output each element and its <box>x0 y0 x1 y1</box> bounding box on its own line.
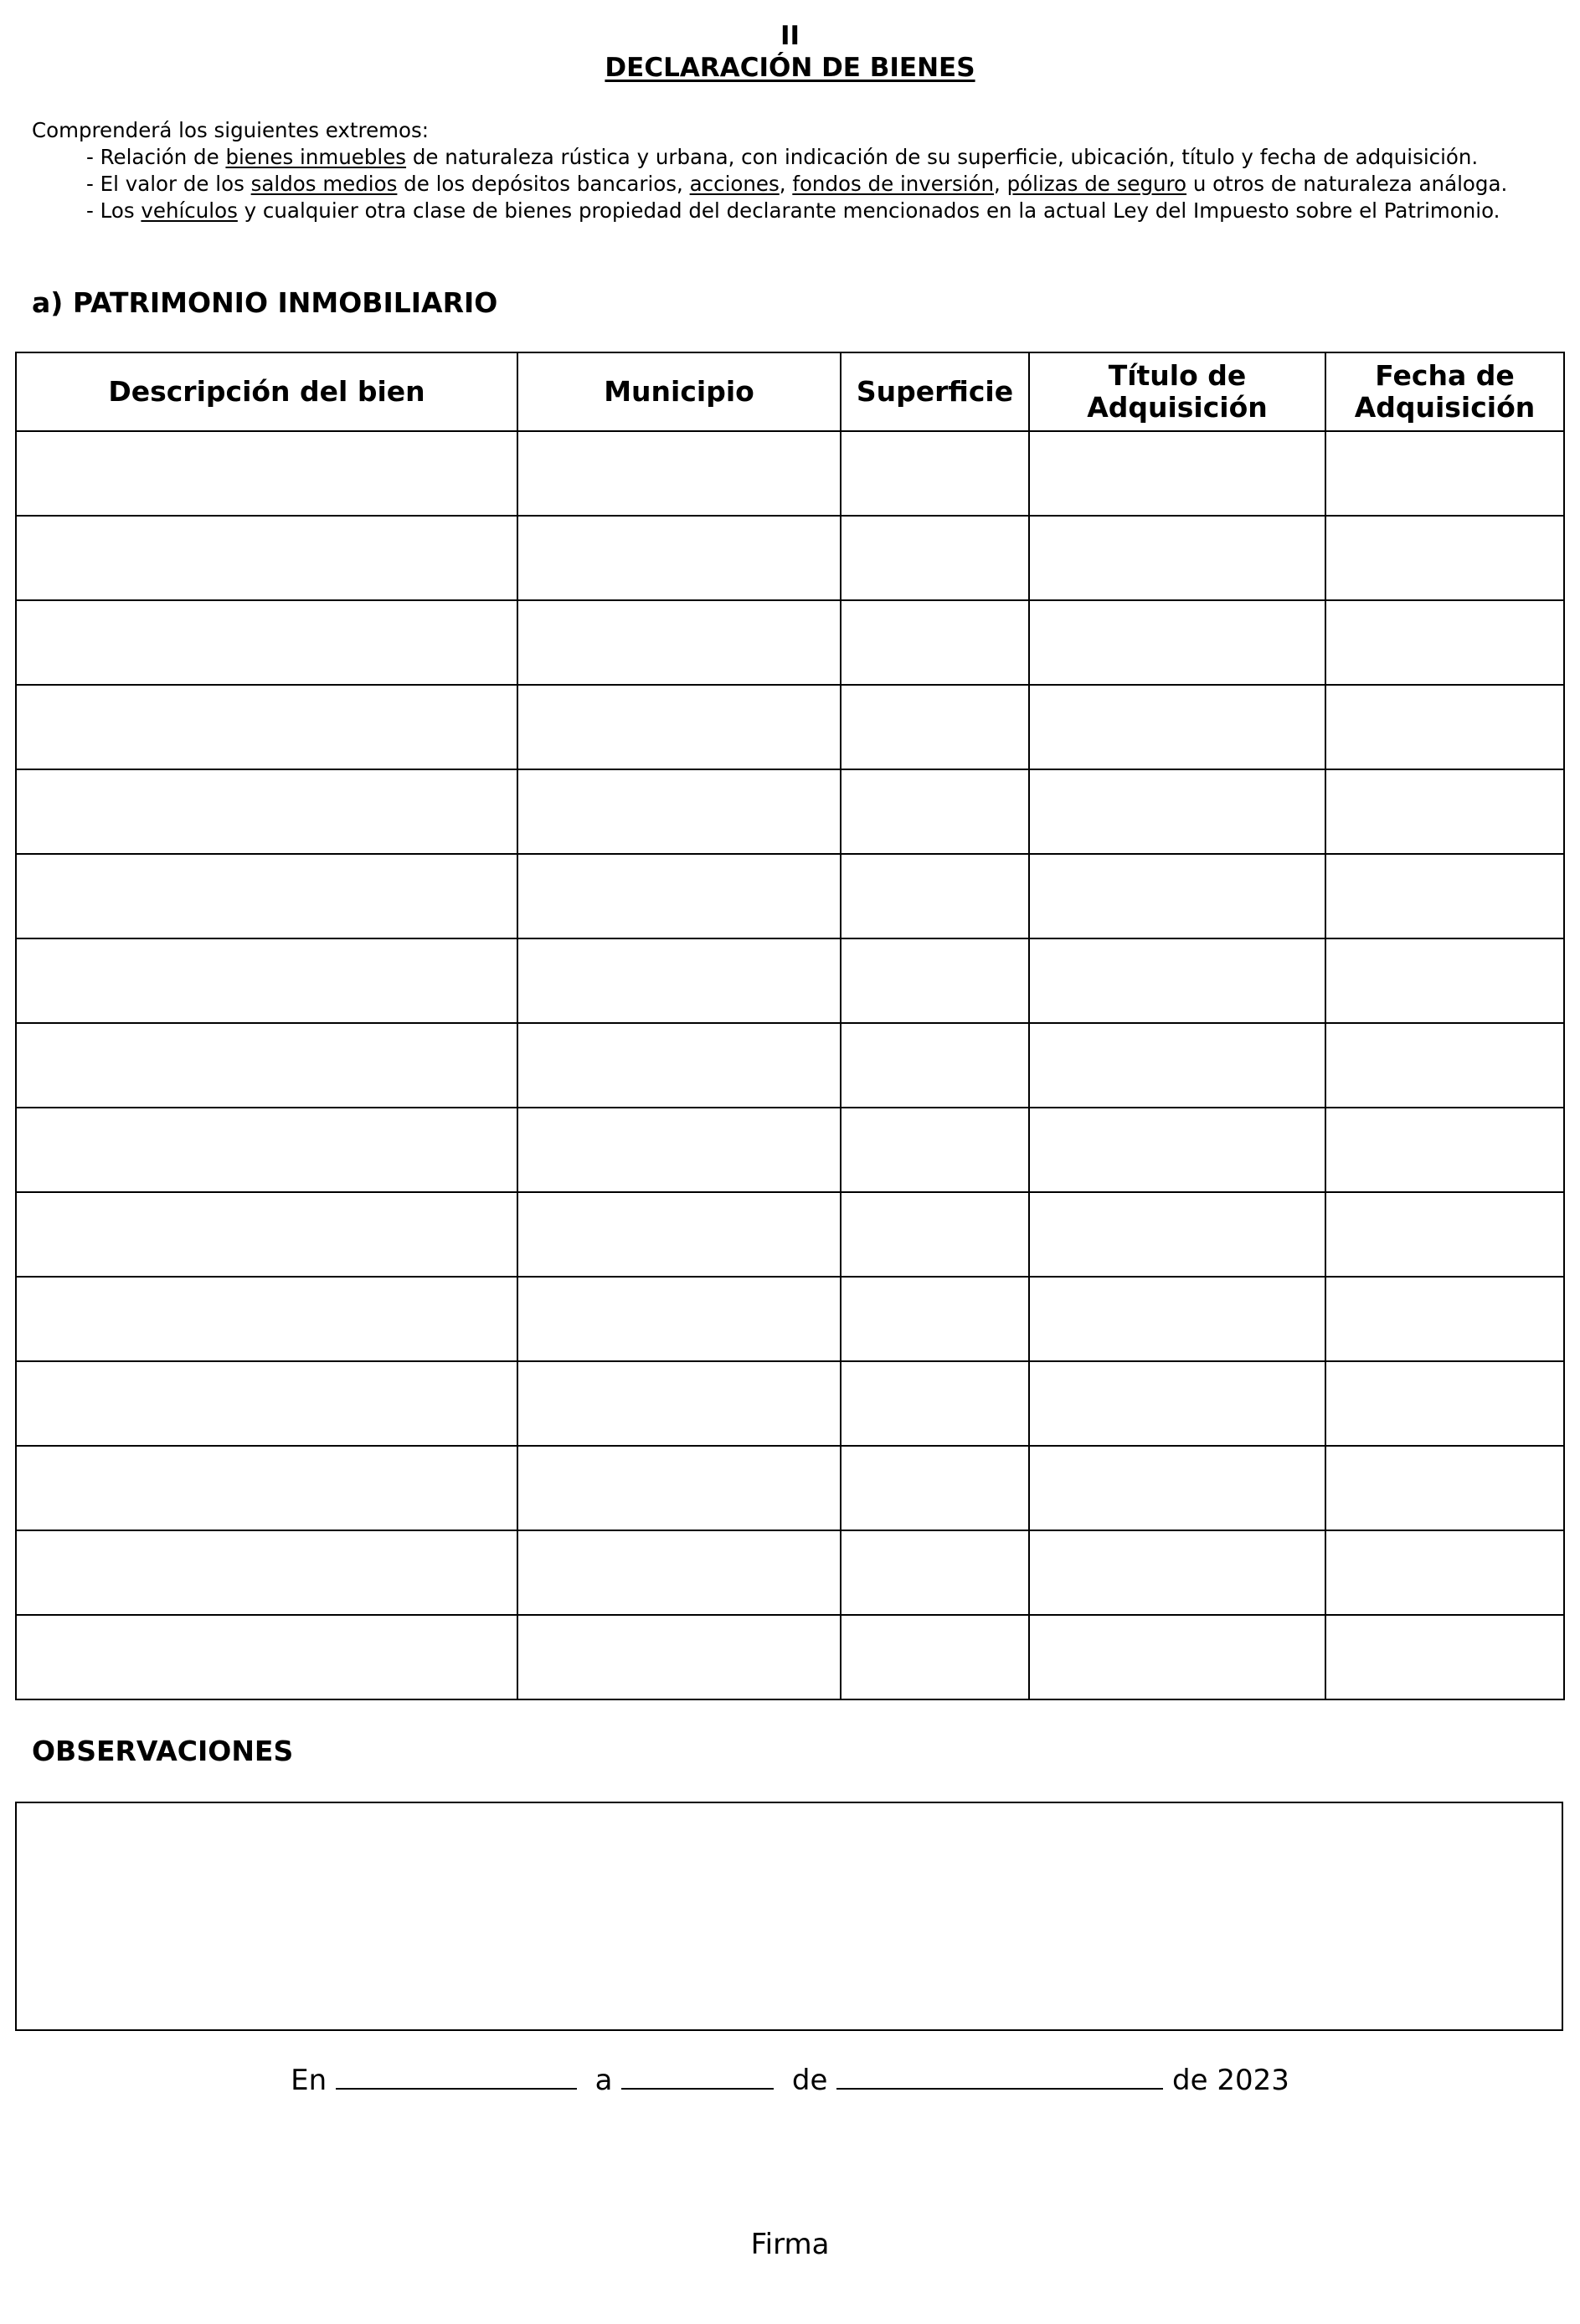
cell-superficie[interactable] <box>841 1277 1029 1361</box>
signature-label: Firma <box>750 2228 830 2261</box>
cell-titulo[interactable] <box>1029 1192 1325 1277</box>
cell-municipio[interactable] <box>517 1615 841 1699</box>
bullet-text: - El valor de los <box>86 172 251 196</box>
bullet-text: - Los <box>86 198 142 223</box>
table-row <box>16 1361 1564 1446</box>
cell-fecha[interactable] <box>1325 1530 1564 1615</box>
cell-fecha[interactable] <box>1325 1277 1564 1361</box>
bullet-term: vehículos <box>141 198 238 223</box>
cell-municipio[interactable] <box>517 600 841 685</box>
month-blank[interactable] <box>836 2063 1163 2090</box>
cell-superficie[interactable] <box>841 516 1029 600</box>
cell-descripcion[interactable] <box>16 1361 517 1446</box>
intro-lead: Comprenderá los siguientes extremos: <box>32 118 430 142</box>
bullet-term: saldos medios <box>250 172 398 196</box>
cell-superficie[interactable] <box>841 769 1029 854</box>
bullet-term: fondos de inversión <box>792 172 995 196</box>
cell-superficie[interactable] <box>841 1108 1029 1192</box>
table-row <box>16 685 1564 769</box>
cell-titulo[interactable] <box>1029 1446 1325 1530</box>
table-row <box>16 1446 1564 1530</box>
section-number: II <box>780 21 800 51</box>
cell-fecha[interactable] <box>1325 854 1564 938</box>
column-header-titulo <box>1029 352 1325 431</box>
patrimonio-table <box>15 352 1565 1700</box>
day-blank[interactable] <box>621 2063 774 2090</box>
day-label: a <box>594 2064 613 2097</box>
header-line: Fecha de <box>1375 359 1515 392</box>
table-row <box>16 1108 1564 1192</box>
cell-titulo[interactable] <box>1029 854 1325 938</box>
cell-superficie[interactable] <box>841 685 1029 769</box>
cell-titulo[interactable] <box>1029 600 1325 685</box>
cell-descripcion[interactable] <box>16 1023 517 1108</box>
cell-descripcion[interactable] <box>16 938 517 1023</box>
cell-superficie[interactable] <box>841 431 1029 516</box>
cell-municipio[interactable] <box>517 516 841 600</box>
cell-municipio[interactable] <box>517 431 841 516</box>
table-row <box>16 769 1564 854</box>
column-header-superficie: Superficie <box>841 352 1029 431</box>
cell-titulo[interactable] <box>1029 1108 1325 1192</box>
table-row <box>16 938 1564 1023</box>
cell-titulo[interactable] <box>1029 431 1325 516</box>
cell-titulo[interactable] <box>1029 1530 1325 1615</box>
bullet-text: de los depósitos bancarios, <box>397 172 690 196</box>
cell-titulo[interactable] <box>1029 1615 1325 1699</box>
table-row <box>16 1615 1564 1699</box>
bullet-text: y cualquier otra clase de bienes propiedad del declarante mencionados en la actual Ley del Impuesto sobre el Patrimonio. <box>237 198 1500 223</box>
cell-municipio[interactable] <box>517 769 841 854</box>
cell-descripcion[interactable] <box>16 1108 517 1192</box>
intro-bullet-vehiculos <box>32 198 1556 224</box>
intro-bullet-saldos <box>32 171 1556 198</box>
cell-municipio[interactable] <box>517 1361 841 1446</box>
table-row <box>16 854 1564 938</box>
table-row <box>16 516 1564 600</box>
cell-descripcion[interactable] <box>16 685 517 769</box>
bullet-term: pólizas de seguro <box>1006 172 1187 196</box>
cell-municipio[interactable] <box>517 938 841 1023</box>
month-label: de <box>791 2064 828 2097</box>
cell-fecha[interactable] <box>1325 1108 1564 1192</box>
cell-fecha[interactable] <box>1325 600 1564 685</box>
cell-superficie[interactable] <box>841 1446 1029 1530</box>
cell-municipio[interactable] <box>517 854 841 938</box>
table-body <box>16 431 1564 1699</box>
cell-descripcion[interactable] <box>16 431 517 516</box>
cell-descripcion[interactable] <box>16 1615 517 1699</box>
cell-descripcion[interactable] <box>16 1192 517 1277</box>
cell-municipio[interactable] <box>517 1446 841 1530</box>
cell-descripcion[interactable] <box>16 600 517 685</box>
cell-titulo[interactable] <box>1029 938 1325 1023</box>
cell-superficie[interactable] <box>841 1530 1029 1615</box>
place-date-line <box>0 2063 1580 2098</box>
cell-superficie[interactable] <box>841 600 1029 685</box>
cell-superficie[interactable] <box>841 1361 1029 1446</box>
cell-municipio[interactable] <box>517 685 841 769</box>
table-row <box>16 1192 1564 1277</box>
cell-titulo[interactable] <box>1029 516 1325 600</box>
cell-superficie[interactable] <box>841 1615 1029 1699</box>
header-line: Adquisición <box>1354 391 1536 424</box>
place-blank[interactable] <box>336 2063 577 2090</box>
cell-fecha[interactable] <box>1325 769 1564 854</box>
cell-municipio[interactable] <box>517 1023 841 1108</box>
cell-fecha[interactable] <box>1325 1192 1564 1277</box>
table-row <box>16 1530 1564 1615</box>
intro-text <box>32 117 1556 224</box>
place-label: En <box>291 2064 327 2097</box>
cell-descripcion[interactable] <box>16 1277 517 1361</box>
cell-descripcion[interactable] <box>16 1530 517 1615</box>
patrimonio-title: a) PATRIMONIO INMOBILIARIO <box>32 286 498 319</box>
document-header <box>0 20 1580 84</box>
observaciones-field[interactable] <box>15 1802 1563 2031</box>
cell-titulo[interactable] <box>1029 1277 1325 1361</box>
bullet-text: - Relación de <box>86 145 226 169</box>
cell-titulo[interactable] <box>1029 769 1325 854</box>
cell-descripcion[interactable] <box>16 1446 517 1530</box>
cell-descripcion[interactable] <box>16 516 517 600</box>
column-header-fecha <box>1325 352 1564 431</box>
bullet-text: , <box>779 172 793 196</box>
cell-fecha[interactable] <box>1325 685 1564 769</box>
column-header-municipio: Municipio <box>517 352 841 431</box>
table-row <box>16 1023 1564 1108</box>
cell-titulo[interactable] <box>1029 1023 1325 1108</box>
cell-superficie[interactable] <box>841 938 1029 1023</box>
table-row <box>16 431 1564 516</box>
bullet-text: de naturaleza rústica y urbana, con indicación de su superficie, ubicación, título y fecha de adquisición. <box>406 145 1479 169</box>
cell-municipio[interactable] <box>517 1277 841 1361</box>
cell-fecha[interactable] <box>1325 1446 1564 1530</box>
cell-municipio[interactable] <box>517 1530 841 1615</box>
cell-descripcion[interactable] <box>16 854 517 938</box>
bullet-term: bienes inmuebles <box>225 145 407 169</box>
cell-superficie[interactable] <box>841 1192 1029 1277</box>
cell-fecha[interactable] <box>1325 1615 1564 1699</box>
cell-titulo[interactable] <box>1029 685 1325 769</box>
cell-municipio[interactable] <box>517 1192 841 1277</box>
cell-titulo[interactable] <box>1029 1361 1325 1446</box>
year-text: de 2023 <box>1172 2064 1289 2097</box>
header-line: Título de <box>1108 359 1247 392</box>
table-row <box>16 1277 1564 1361</box>
cell-fecha[interactable] <box>1325 1361 1564 1446</box>
bullet-text: u otros de naturaleza análoga. <box>1186 172 1508 196</box>
bullet-text: , <box>994 172 1007 196</box>
cell-superficie[interactable] <box>841 1023 1029 1108</box>
document-title: DECLARACIÓN DE BIENES <box>605 53 975 83</box>
table-row <box>16 600 1564 685</box>
cell-municipio[interactable] <box>517 1108 841 1192</box>
cell-fecha[interactable] <box>1325 1023 1564 1108</box>
cell-fecha[interactable] <box>1325 431 1564 516</box>
table-header-row <box>16 352 1564 431</box>
cell-fecha[interactable] <box>1325 938 1564 1023</box>
column-header-descripcion: Descripción del bien <box>16 352 517 431</box>
observaciones-title: OBSERVACIONES <box>32 1735 294 1767</box>
intro-bullet-inmuebles <box>32 144 1556 171</box>
cell-fecha[interactable] <box>1325 516 1564 600</box>
cell-descripcion[interactable] <box>16 769 517 854</box>
cell-superficie[interactable] <box>841 854 1029 938</box>
header-line: Adquisición <box>1087 391 1268 424</box>
bullet-term: acciones <box>689 172 780 196</box>
